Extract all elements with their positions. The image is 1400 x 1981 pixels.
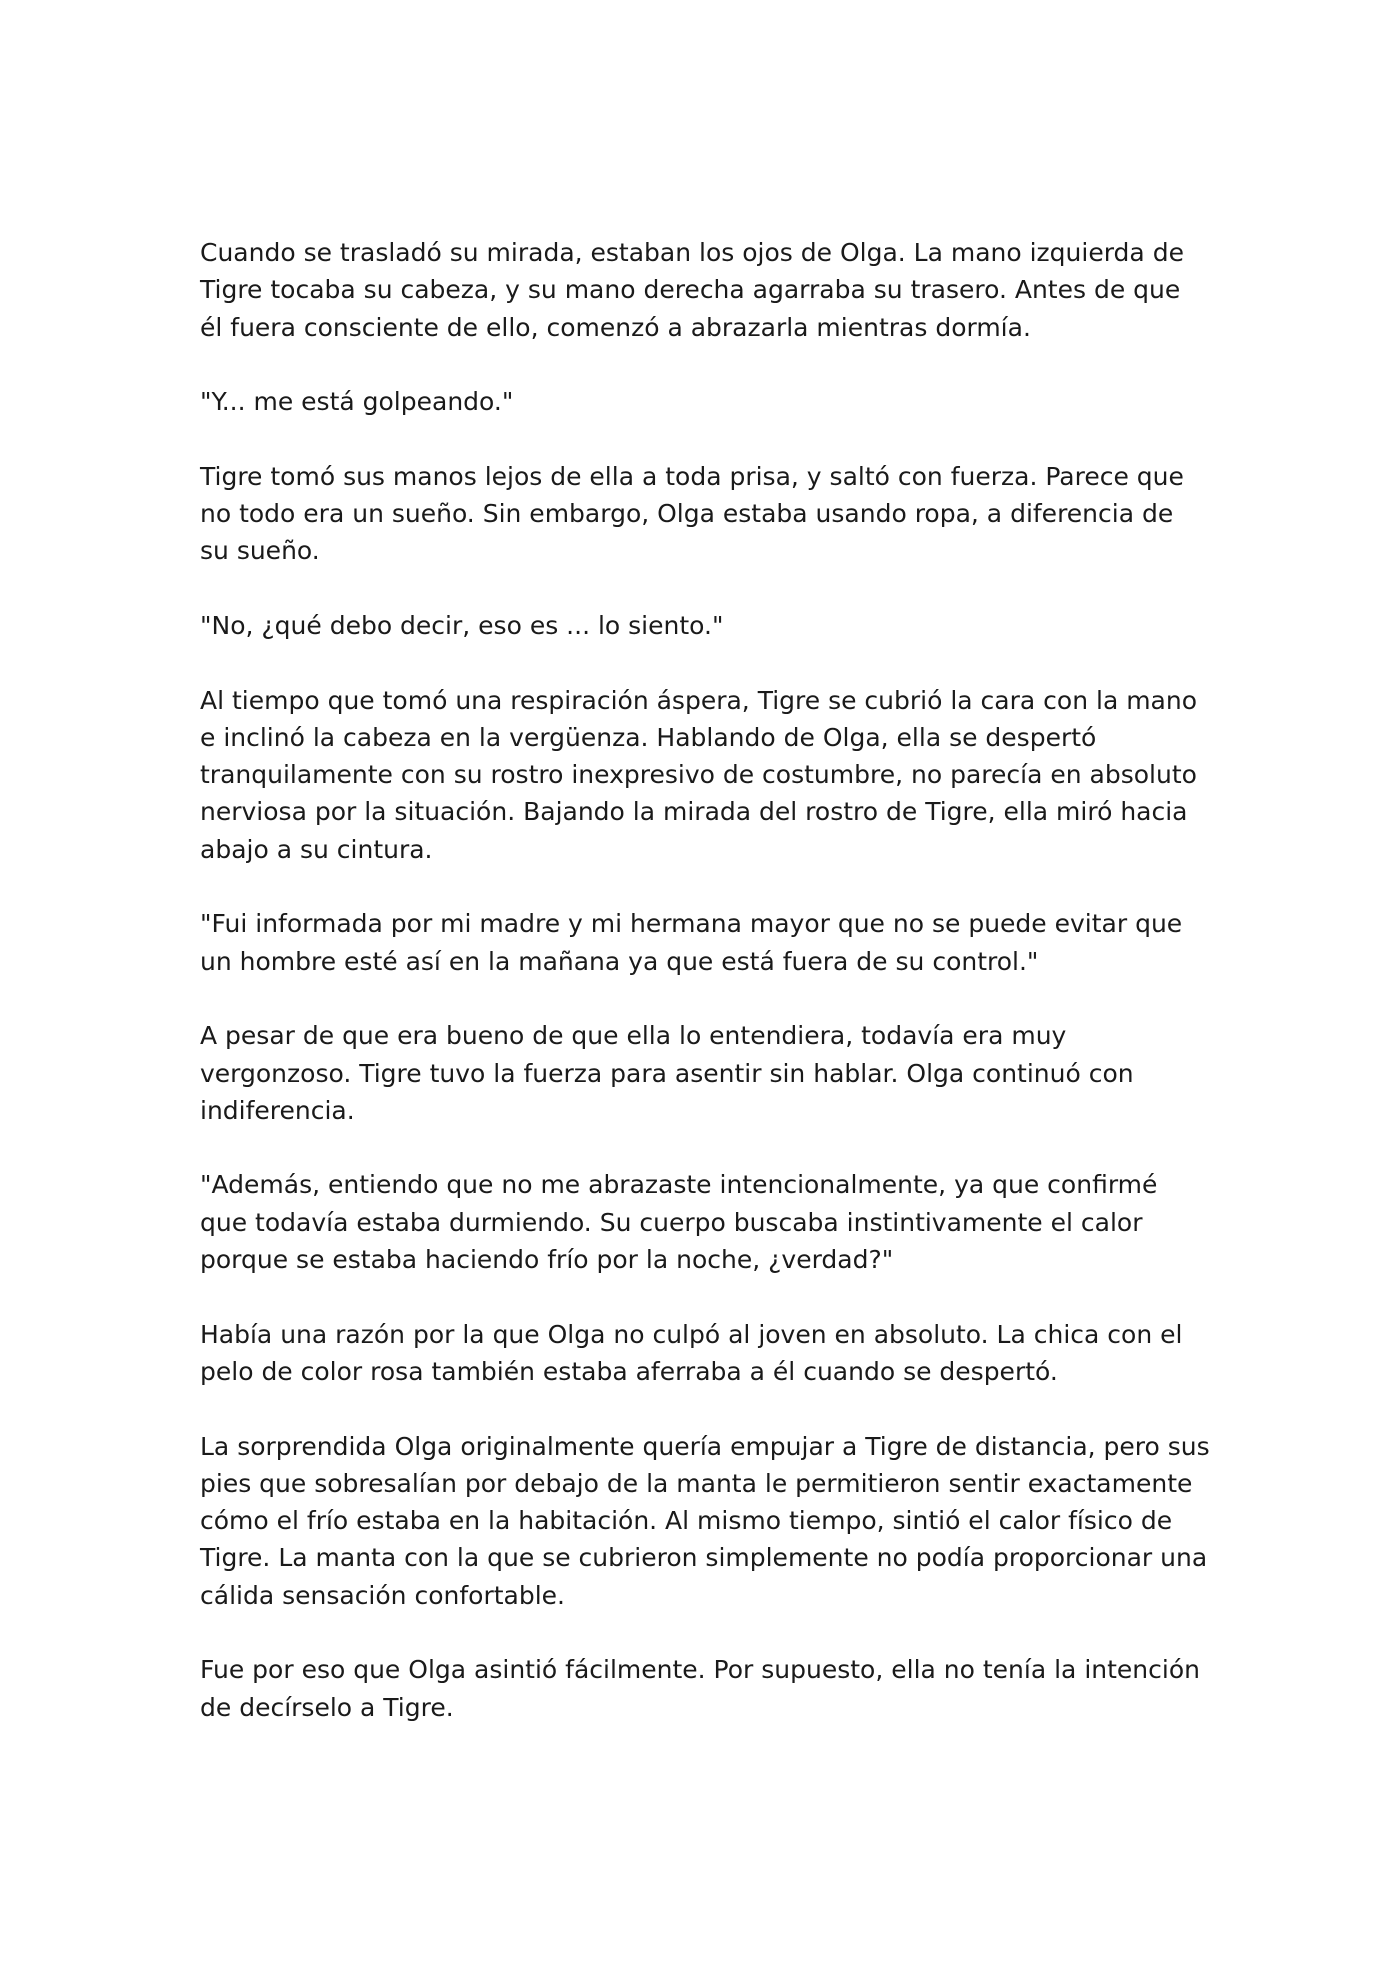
paragraph-3: Tigre tomó sus manos lejos de ella a toda prisa, y saltó con fuerza. Parece que no todo era un sueño. Sin embargo, Olga estaba usando ropa, a diferencia de su sueño.: [200, 461, 1184, 566]
paragraph-9: Había una razón por la que Olga no culpó al joven en absoluto. La chica con el pelo de color rosa también estaba aferraba a él cuando se despertó.: [200, 1319, 1183, 1386]
paragraph-7: A pesar de que era bueno de que ella lo entendiera, todavía era muy vergonzoso. Tigre tuvo la fuerza para asentir sin hablar. Olga continuó con indiferencia.: [200, 1021, 1134, 1125]
paragraph-1: Cuando se trasladó su mirada, estaban los ojos de Olga. La mano izquierda de Tigre tocaba su cabeza, y su mano derecha agarraba su trasero. Antes de que él fuera consciente de ello, comenzó a abrazarla mientras dormía.: [200, 238, 1184, 342]
paragraph-5: Al tiempo que tomó una respiración áspera, Tigre se cubrió la cara con la mano e inclinó la cabeza en la vergüenza. Hablando de Olga, ella se despertó tranquilamente con su rostro inexpresivo de costumbre, no parecía en absoluto nerviosa por la situación. Bajando la mirada del rostro de Tigre, ella miró hacia abajo a su cintura.: [200, 685, 1198, 864]
paragraph-11: Fue por eso que Olga asintió fácilmente. Por supuesto, ella no tenía la intención de decírselo a Tigre.: [200, 1655, 1200, 1722]
paragraph-6: "Fui informada por mi madre y mi hermana mayor que no se puede evitar que un hombre esté así en la mañana ya que está fuera de su control.": [200, 909, 1183, 976]
paragraph-8: "Además, entiendo que no me abrazaste intencionalmente, ya que confirmé que todavía estaba durmiendo. Su cuerpo buscaba instintivamente el calor porque se estaba haciendo frío por la noche, ¿verdad?": [200, 1170, 1158, 1275]
paragraph-2: "Y... me está golpeando.": [200, 387, 514, 417]
paragraph-4: "No, ¿qué debo decir, eso es ... lo siento.": [200, 610, 724, 640]
document-body: [200, 234, 1210, 1726]
paragraph-10: La sorprendida Olga originalmente quería empujar a Tigre de distancia, pero sus pies que sobresalían por debajo de la manta le permitieron sentir exactamente cómo el frío estaba en la habitación. Al mismo tiempo, sintió el calor físico de Tigre. La manta con la que se cubrieron simplemente no podía proporcionar una cálida sensación confortable.: [200, 1431, 1210, 1610]
